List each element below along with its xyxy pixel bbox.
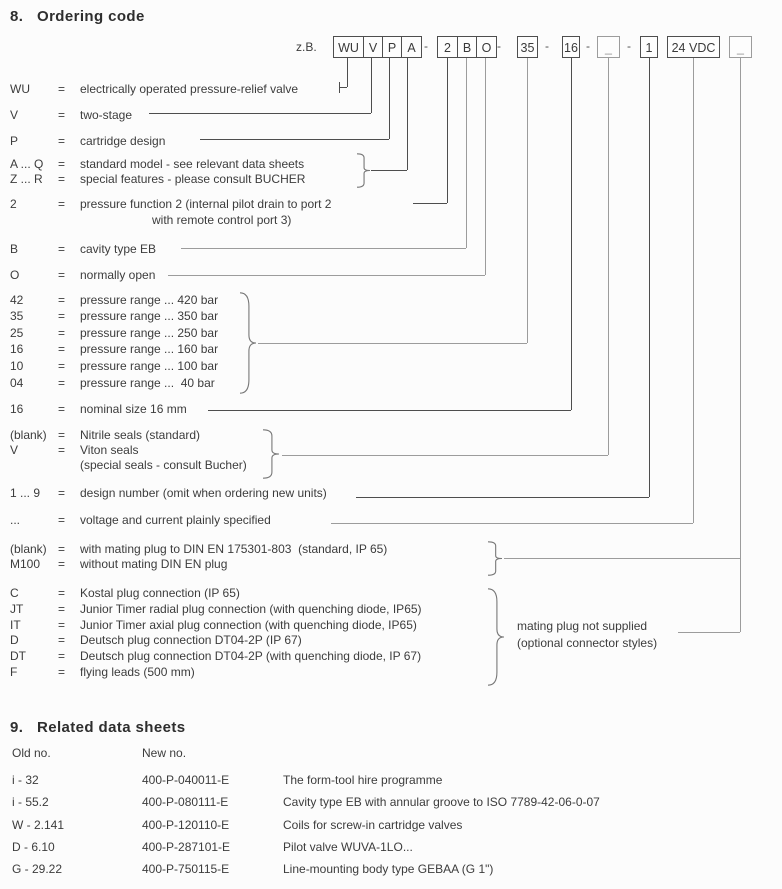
ordering-row-label: O [10,268,20,282]
ordering-row-equals: = [58,82,66,96]
example-label: z.B. [296,40,317,54]
connector-line-horizontal [200,139,389,140]
code-box-cell: A [401,37,421,57]
ordering-row-equals: = [58,513,66,527]
ordering-row-equals: = [58,268,66,282]
ordering-row-equals: = [58,342,66,356]
code-box-cell: O [476,37,496,57]
ordering-row-text: pressure range ... 100 bar [80,359,219,373]
ordering-row-equals: = [58,542,66,556]
connector-line-vertical [447,58,448,203]
group-brace [487,588,506,686]
ordering-row-equals: = [58,197,66,211]
ordering-row-label: 42 [10,293,24,307]
datasheet-old-no: i - 32 [12,773,39,787]
code-separator-dash: - [586,39,590,53]
ordering-row-equals: = [58,428,66,442]
ordering-row-label: 04 [10,376,24,390]
code-box-cell: 24 VDC [671,41,716,55]
code-box [517,36,538,58]
related-datasheets-table [12,744,752,880]
ordering-row-label: 35 [10,309,24,323]
connector-line-horizontal [371,170,407,171]
connector-line-vertical [740,58,741,632]
connector-line-horizontal [168,275,485,276]
datasheet-description: The form-tool hire programme [283,773,443,787]
group-brace [487,541,504,576]
ordering-row-label: JT [10,602,24,616]
datasheet-old-no: G - 29.22 [12,862,63,877]
connector-line-horizontal [413,203,447,204]
ordering-row-text: cartridge design [80,134,166,148]
connector-line-vertical [649,58,650,497]
group-brace [262,429,281,479]
ordering-row-text: voltage and current plainly specified [80,513,271,527]
ordering-row-label: A ... Q [10,157,44,171]
ordering-row-text: Deutsch plug connection DT04-2P (with quenching diode, IP 67) [80,649,422,663]
group-brace [239,292,258,394]
datasheet-old-no: W - 2.141 [12,817,65,832]
ordering-row-equals: = [58,402,66,416]
side-note-line2: (optional connector styles) [517,636,658,650]
ordering-row-label: DT [10,649,26,663]
datasheet-old-no: D - 6.10 [12,839,55,854]
code-box-group [437,36,497,58]
ordering-row-label: 16 [10,342,24,356]
ordering-row-label: Z ... R [10,172,43,186]
ordering-row-equals: = [58,108,66,122]
ordering-row-label: 10 [10,359,24,373]
datasheet-description: Pilot valve WUVA-1LO... [283,839,413,854]
datasheet-row [12,858,752,880]
ordering-row-text: without mating DIN EN plug [80,557,228,571]
ordering-row-label: V [10,108,19,122]
datasheet-row [12,791,752,813]
ordering-row-label: (blank) [10,542,47,556]
datasheet-new-no: 400-P-040011-E [142,773,230,787]
ordering-row-equals: = [58,618,66,632]
col-header-old-no: Old no. [12,746,51,760]
code-box [640,36,658,58]
ordering-row-text: two-stage [80,108,133,122]
code-box-cell: P [382,37,401,57]
ordering-row-text: pressure range ... 160 bar [80,342,219,356]
code-box-cell: 16 [564,41,578,55]
section-9-number: 9. [10,719,24,736]
datasheet-row [12,814,752,836]
ordering-row-label: 1 ... 9 [10,486,41,500]
ordering-row-equals: = [58,309,66,323]
connector-line-vertical [571,58,572,410]
side-note-line1: mating plug not supplied [517,619,648,633]
ordering-row-text: with mating plug to DIN EN 175301-803 (standard, IP 65) [80,542,388,556]
datasheet-description: Cavity type EB with annular groove to ISO 7789-42-06-0-07 [283,795,600,810]
connector-line-horizontal [331,523,693,524]
ordering-row-label: (blank) [10,428,47,442]
connector-line-horizontal [504,558,740,559]
datasheet-new-no: 400-P-750115-E [142,862,230,877]
ordering-row-label: M100 [10,557,41,571]
code-box-cell: V [363,37,382,57]
col-header-desc [283,744,752,769]
ordering-row-label: C [10,586,19,600]
code-box-cell: WU [338,41,359,55]
ordering-row-text: Deutsch plug connection DT04-2P (IP 67) [80,633,302,647]
connector-line-vertical [608,58,609,455]
ordering-row-text: pressure range ... 250 bar [80,326,219,340]
section-9-title [10,719,186,736]
connector-line-horizontal [356,497,649,498]
ordering-row-label: 2 [10,197,17,211]
ordering-row-equals: = [58,443,66,457]
code-box-cell: 1 [645,41,653,55]
code-box [597,36,620,58]
ordering-row-text: Nitrile seals (standard) [80,428,201,442]
datasheet-row [12,769,752,791]
ordering-row-equals: = [58,557,66,571]
ordering-row-text: pressure function 2 (internal pilot drain to port 2 [80,197,332,211]
ordering-row-text: normally open [80,268,156,282]
code-box-cell: _ [737,41,744,55]
code-box [562,36,580,58]
connector-line-vertical [407,58,408,170]
ordering-row-label: V [10,443,19,457]
ordering-row-text: electrically operated pressure-relief valve [80,82,299,96]
ordering-row-equals: = [58,293,66,307]
datasheet-new-no: 400-P-080111-E [142,795,229,810]
ordering-row-label: ... [10,513,21,527]
code-box-cell: _ [605,41,612,55]
col-header-new-no: New no. [142,746,187,760]
ordering-row-equals: = [58,665,66,679]
code-box-cell: B [457,37,476,57]
connector-line-horizontal [339,87,347,88]
datasheet-description: Line-mounting body type GEBAA (G 1") [283,862,494,877]
ordering-row-text: nominal size 16 mm [80,402,187,416]
ordering-row-equals: = [58,586,66,600]
code-box [729,36,752,58]
ordering-row-label: B [10,242,19,256]
connector-line-horizontal [208,410,571,411]
ordering-row-equals: = [58,633,66,647]
connector-line-vertical [389,58,390,139]
datasheet-new-no: 400-P-120110-E [142,817,230,832]
ordering-row-text: Junior Timer axial plug connection (with quenching diode, IP65) [80,618,417,632]
ordering-row-equals: = [58,359,66,373]
code-separator-dash: - [497,39,501,53]
ordering-row-label: 25 [10,326,24,340]
table-header-row [12,744,752,769]
datasheet-row [12,836,752,858]
connector-line-horizontal [258,343,527,344]
ordering-row-label: WU [10,82,30,96]
datasheet-old-no: i - 55.2 [12,795,49,810]
ordering-row-equals: = [58,649,66,663]
datasheet-description: Coils for screw-in cartridge valves [283,817,463,832]
ordering-row-equals: = [58,242,66,256]
ordering-row-text-continued: with remote control port 3) [152,213,292,227]
section-9-label: Related data sheets [37,719,186,736]
connector-line-horizontal [181,248,466,249]
section-8-label: Ordering code [37,8,145,25]
ordering-row-label: 16 [10,402,24,416]
code-box-cell: 35 [520,41,535,55]
code-box [667,36,720,58]
ordering-row-equals: = [58,602,66,616]
connector-line-vertical [347,58,348,87]
connector-line-vertical [527,58,528,343]
ordering-row-text: design number (omit when ordering new units) [80,486,327,500]
ordering-row-text: pressure range ... 420 bar [80,293,219,307]
code-box-cell: 2 [444,41,451,55]
ordering-row-text: flying leads (500 mm) [80,665,195,679]
ordering-row-label: D [10,633,19,647]
connector-line-horizontal [282,455,608,456]
datasheet-new-no: 400-P-287101-E [142,839,231,854]
ordering-row-label: F [10,665,18,679]
connector-line-horizontal [149,113,371,114]
ordering-row-equals: = [58,486,66,500]
ordering-row-text-continued: (special seals - consult Bucher) [80,458,247,472]
ordering-row-equals: = [58,172,66,186]
ordering-row-text: standard model - see relevant data sheets [80,157,305,171]
ordering-row-text: pressure range ... 350 bar [80,309,219,323]
code-separator-dash: - [545,39,549,53]
ordering-row-text: cavity type EB [80,242,157,256]
ordering-row-text: Junior Timer radial plug connection (with quenching diode, IP65) [80,602,422,616]
group-brace [356,153,372,188]
ordering-row-label: P [10,134,19,148]
code-separator-dash: - [424,39,428,53]
ordering-row-text: Viton seals [80,443,139,457]
code-box-group [333,36,422,58]
ordering-row-equals: = [58,376,66,390]
connector-line-vertical [466,58,467,248]
ordering-row-equals: = [58,326,66,340]
connector-line-vertical [371,58,372,113]
ordering-row-text: special features - please consult BUCHER [80,172,306,186]
ordering-row-equals: = [58,157,66,171]
ordering-row-text: Kostal plug connection (IP 65) [80,586,240,600]
ordering-row-equals: = [58,134,66,148]
connector-line-horizontal [678,632,740,633]
connector-line-vertical [485,58,486,275]
section-8-number: 8. [10,8,24,25]
code-separator-dash: - [627,39,631,53]
ordering-row-text: pressure range ... 40 bar [80,376,215,390]
connector-line-vertical [693,58,694,523]
ordering-row-label: IT [10,618,21,632]
